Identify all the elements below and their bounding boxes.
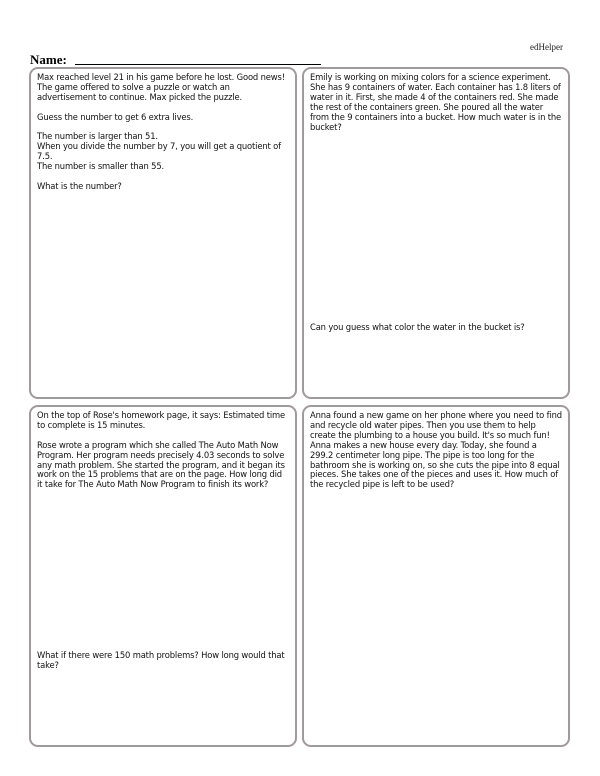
problem-1-question: What is the number?: [37, 180, 122, 191]
problem-3-text: Rose wrote a program which she called The Auto Math Now Program. Her program needs precisely 4.03 seconds to solve any math problem. She started the program, and it began its work on the 15 problems that are on the page. How long did it take for The Auto Math Now Program to finish its work?: [37, 439, 285, 490]
problem-3-followup: What if there were 150 math problems? How long would that take?: [37, 650, 285, 670]
name-label: Name:: [30, 52, 67, 67]
problem-1-task: Guess the number to get 6 extra lives.: [37, 111, 194, 122]
problem-2-followup: Can you guess what color the water in the bucket is?: [310, 322, 525, 332]
problem-box-2: [302, 67, 570, 399]
name-line[interactable]: [75, 64, 321, 65]
problem-2-text: Emily is working on mixing colors for a science experiment. She has 9 containers of water. Each container has 1.8 liters of water in it. First, she made 4 of the containers red. She made the rest of the containers green. She poured all the water from the 9 containers into a bucket. How much water is in the bucket?: [310, 72, 562, 132]
problem-box-1: [29, 67, 297, 399]
problem-1-clue-2: When you divide the number by 7, you will get a quotient of 7.5.: [37, 141, 281, 162]
problem-box-4: [302, 405, 570, 747]
brand-label: edHelper: [530, 42, 563, 52]
problem-1-clue-1: The number is larger than 51.: [37, 131, 158, 142]
problem-box-3: [29, 405, 297, 747]
problem-1-intro: Max reached level 21 in his game before he lost. Good news! The game offered to solve a puzzle or watch an advertisement to continue. Max picked the puzzle.: [37, 72, 285, 102]
problem-3-intro: On the top of Rose's homework page, it says: Estimated time to complete is 15 minutes.: [37, 410, 286, 430]
problem-1-clue-3: The number is smaller than 55.: [37, 161, 165, 172]
problem-4-text: Anna found a new game on her phone where you need to find and recycle old water pipes. Then you use them to help create the plumbing to a house you build. It's so much fun! Anna makes a new house every day. Today, she found a 299.2 centimeter long pipe. The pipe is too long for the bathroom she is working on, so she cuts the pipe into 8 equal pieces. She takes one of the pieces and uses it. How much of the recycled pipe is left to be used?: [310, 410, 562, 490]
